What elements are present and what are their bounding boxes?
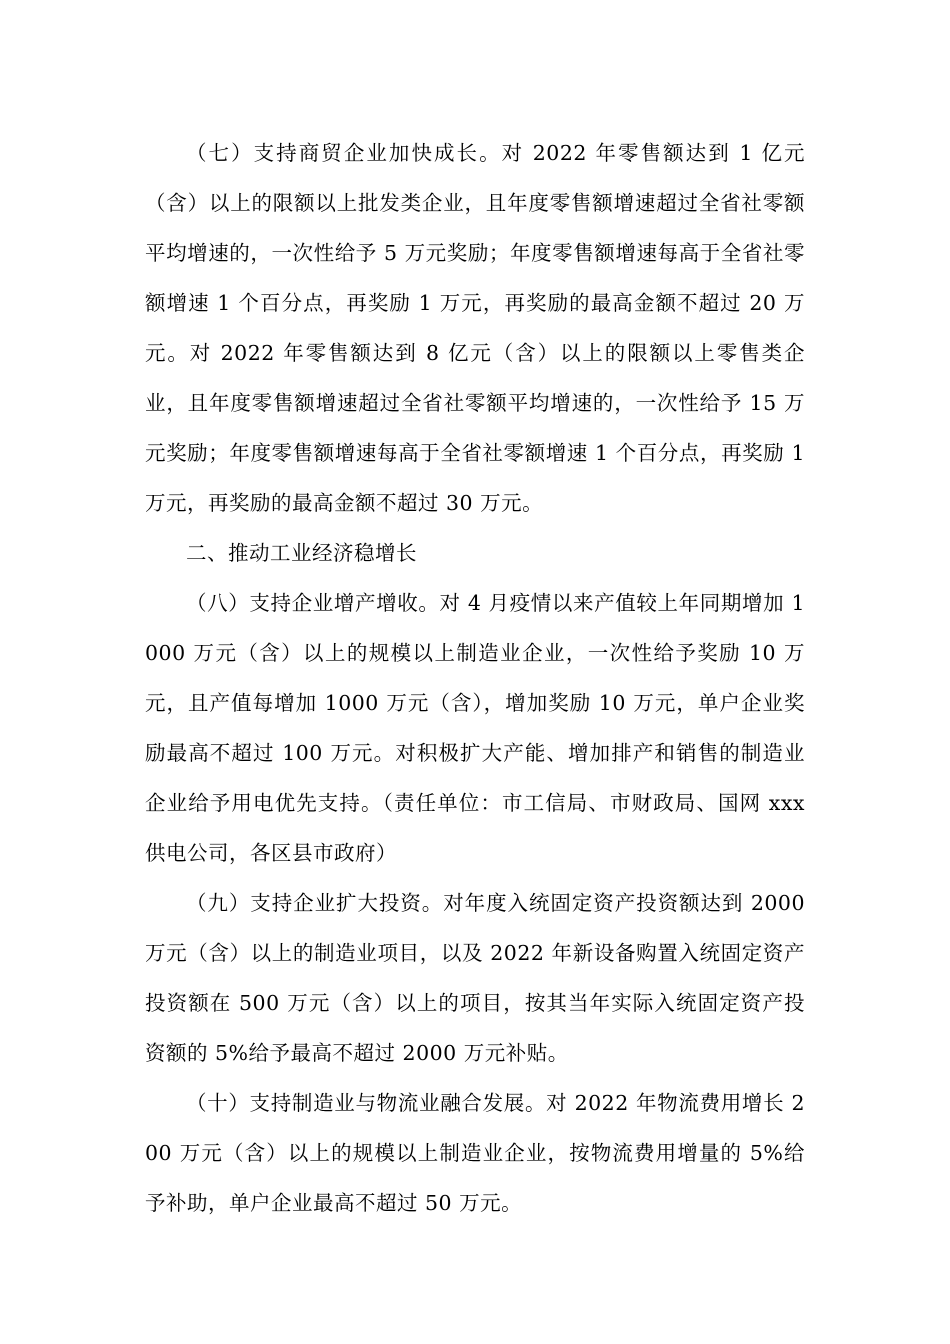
paragraph-eight: （八）支持企业增产增收。对 4 月疫情以来产值较上年同期增加 1000 万元（含）以上的规模以上制造业企业，一次性给予奖励 10 万元，且产值每增加 1000 万元（含），增加奖励 10 万元，单户企业奖励最高不超过 100 万元。对积极扩大产能、增加排产和销售的制造业企业给予用电优先支持。（责任单位：市工信局、市财政局、国网 xxx 供电公司，各区县市政府）: [145, 591, 805, 865]
document-page: [145, 128, 805, 1228]
paragraph-seven: （七）支持商贸企业加快成长。对 2022 年零售额达到 1 亿元（含）以上的限额以上批发类企业，且年度零售额增速超过全省社零额平均增速的，一次性给予 5 万元奖励；年度零售额增速每高于全省社零额增速 1 个百分点，再奖励 1 万元，再奖励的最高金额不超过 20 万元。对 2022 年零售额达到 8 亿元（含）以上的限额以上零售类企业，且年度零售额增速超过全省社零额平均增速的，一次性给予 15 万元奖励；年度零售额增速每高于全省社零额增速 1 个百分点，再奖励 1 万元，再奖励的最高金额不超过 30 万元。: [145, 141, 805, 515]
paragraph-ten: （十）支持制造业与物流业融合发展。对 2022 年物流费用增长 200 万元（含）以上的规模以上制造业企业，按物流费用增量的 5%给予补助，单户企业最高不超过 50 万元。: [145, 1091, 805, 1215]
section-heading-industry: 二、推动工业经济稳增长: [186, 541, 417, 565]
paragraph-nine: （九）支持企业扩大投资。对年度入统固定资产投资额达到 2000 万元（含）以上的制造业项目，以及 2022 年新设备购置入统固定资产投资额在 500 万元（含）以上的项目，按其当年实际入统固定资产投资额的 5%给予最高不超过 2000 万元补贴。: [145, 891, 805, 1065]
